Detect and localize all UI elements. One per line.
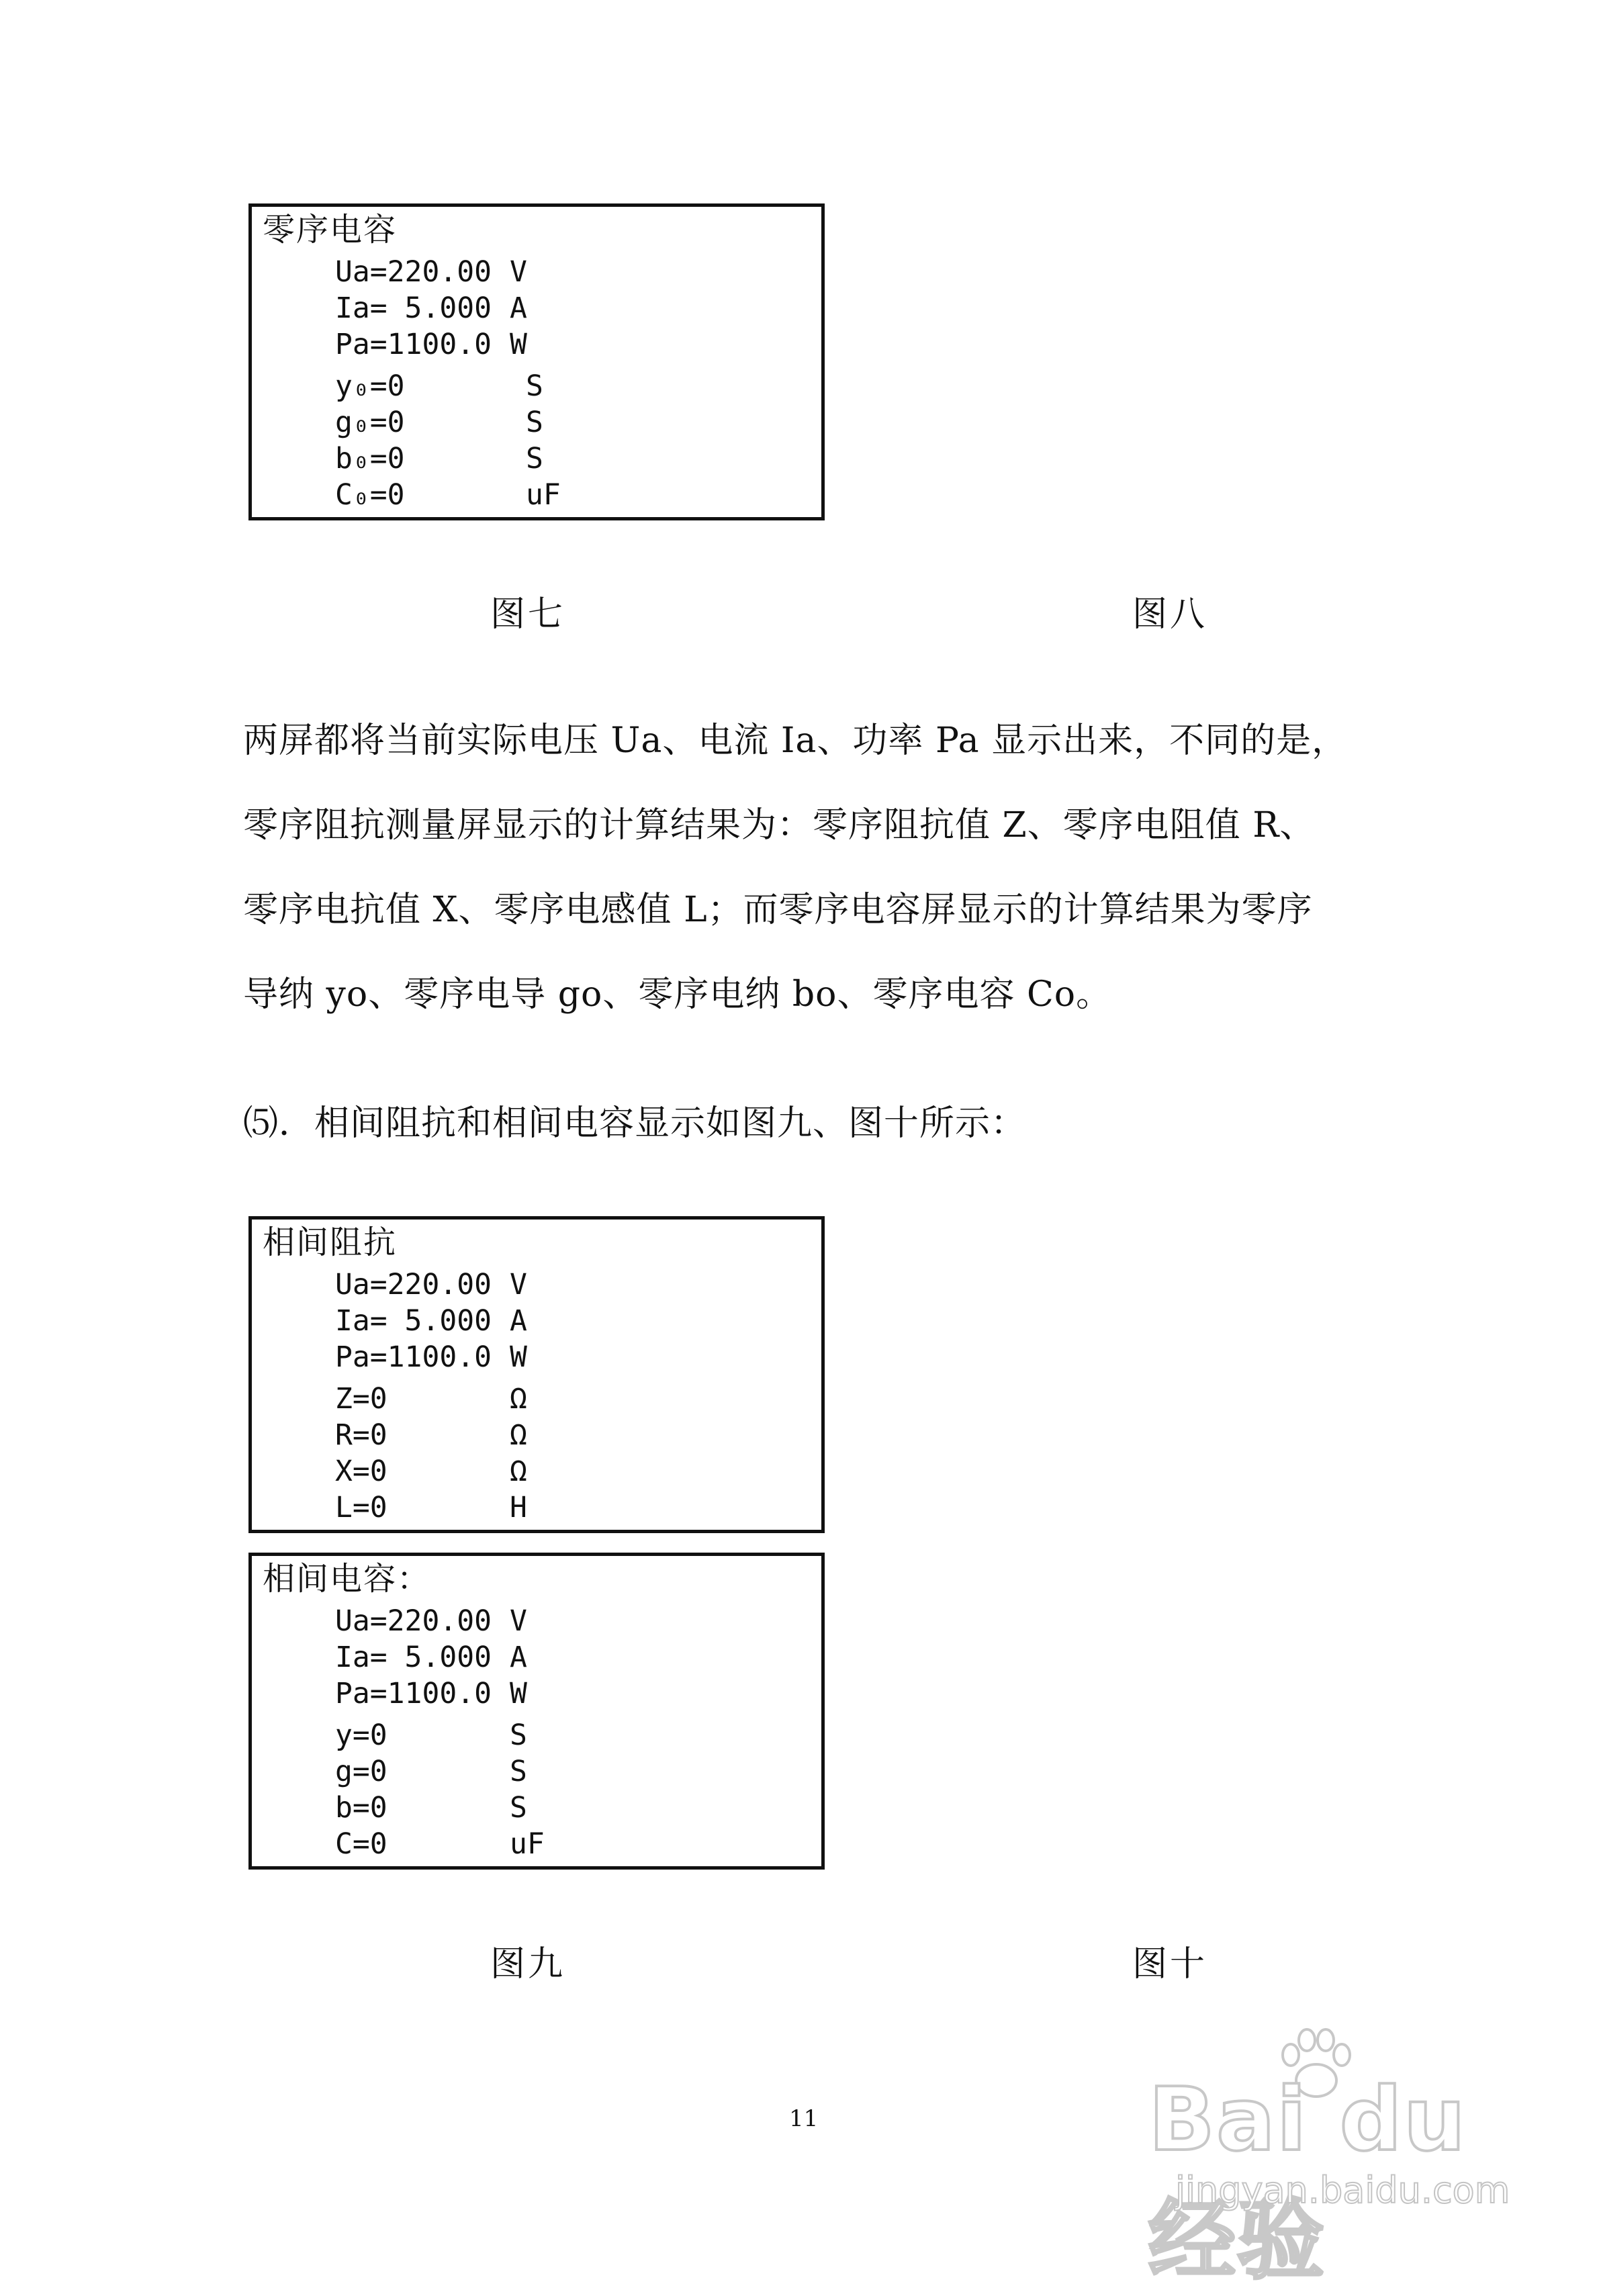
page-number: 11	[789, 2105, 819, 2132]
panel-row: g=0 S	[335, 1755, 527, 1788]
panel-row: y₀=0 S	[335, 369, 543, 403]
zero-sequence-capacitance-panel	[248, 203, 825, 520]
panel-row: L=0 H	[335, 1491, 527, 1524]
panel-row: Ia= 5.000 A	[335, 1304, 527, 1338]
panel-row: Pa=1100.0 W	[335, 1340, 527, 1374]
watermark-brand: Bai du 经验	[1148, 2068, 1467, 2291]
panel-row: Pa=1100.0 W	[335, 1677, 527, 1710]
panel-row: R=0 Ω	[335, 1418, 527, 1452]
panel-row: y=0 S	[335, 1718, 527, 1752]
panel-row: Ua=220.00 V	[335, 1268, 527, 1301]
panel-row: Pa=1100.0 W	[335, 328, 527, 361]
paragraph-line: 零序电抗值 X、零序电感值 L；而零序电容屏显示的计算结果为零序	[243, 890, 1313, 930]
panel-row: C=0 uF	[335, 1827, 545, 1861]
panel-row: b₀=0 S	[335, 442, 543, 475]
panel-row: C₀=0 uF	[335, 478, 561, 512]
panel-row: Ua=220.00 V	[335, 1604, 527, 1638]
watermark-url: jingyan.baidu.com	[1175, 2169, 1510, 2211]
paragraph-line: 导纳 yo、零序电导 go、零序电纳 bo、零序电容 Co。	[243, 974, 1112, 1015]
paragraph-line: 零序阻抗测量屏显示的计算结果为：零序阻抗值 Z、零序电阻值 R、	[243, 805, 1316, 845]
panel-row: Z=0 Ω	[335, 1382, 527, 1416]
panel-title: 零序电容	[263, 211, 398, 248]
phase-impedance-panel	[248, 1216, 825, 1533]
baidu-jingyan-watermark	[1135, 2028, 1565, 2291]
panel-row: Ia= 5.000 A	[335, 291, 527, 325]
paragraph-line: 两屏都将当前实际电压 Ua、电流 Ia、功率 Pa 显示出来，不同的是，	[243, 721, 1348, 761]
panel-row: Ia= 5.000 A	[335, 1641, 527, 1674]
panel-row: Ua=220.00 V	[335, 255, 527, 289]
panel-row: b=0 S	[335, 1791, 527, 1825]
section-heading: ⑸．相间阻抗和相间电容显示如图九、图十所示：	[243, 1103, 1027, 1144]
figure-8-caption: 图八	[1132, 594, 1208, 635]
panel-title: 相间电容：	[263, 1560, 431, 1598]
figure-10-caption: 图十	[1132, 1944, 1208, 1984]
panel-title: 相间阻抗	[263, 1224, 398, 1261]
panel-row: X=0 Ω	[335, 1455, 527, 1488]
panel-row: g₀=0 S	[335, 406, 543, 439]
phase-capacitance-panel	[248, 1553, 825, 1870]
figure-7-caption: 图七	[490, 594, 566, 635]
figure-9-caption: 图九	[490, 1944, 566, 1984]
